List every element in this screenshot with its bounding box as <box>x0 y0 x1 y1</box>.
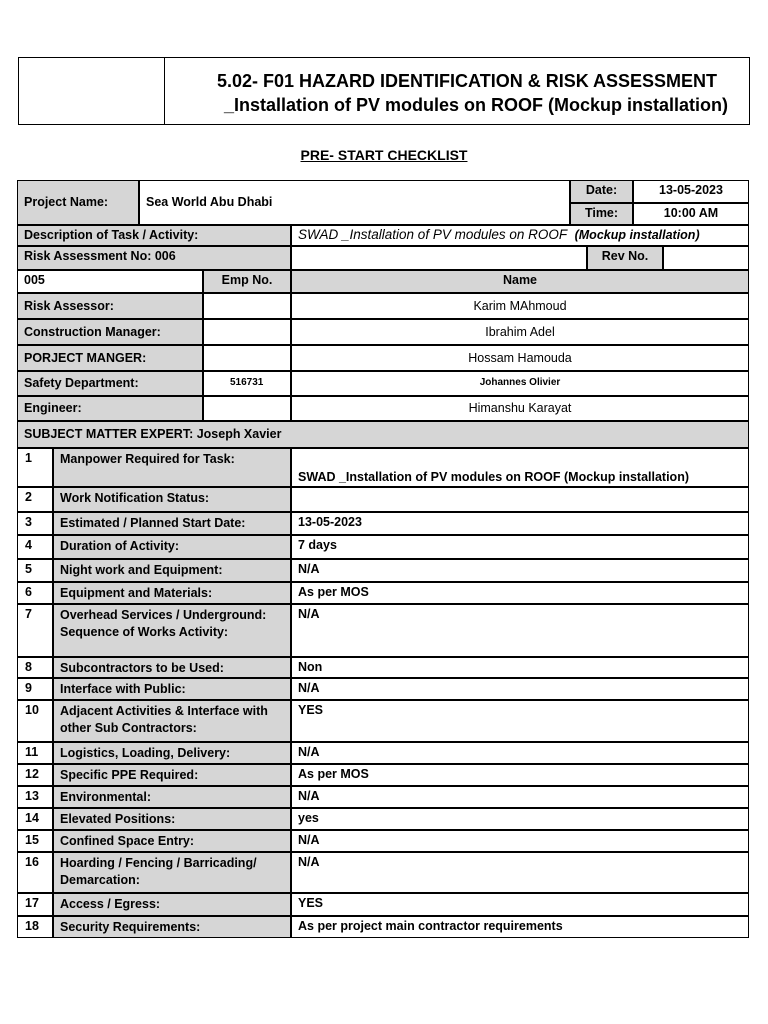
checklist-title: PRE- START CHECKLIST <box>300 147 468 163</box>
personnel-name: Hossam Hamouda <box>291 345 749 371</box>
emp-no-header: Emp No. <box>203 270 291 293</box>
checklist-item-label: Adjacent Activities & Interface with other Sub Contractors: <box>53 700 291 742</box>
checklist-item-label: Subcontractors to be Used: <box>53 657 291 678</box>
checklist-item-label: Work Notification Status: <box>53 487 291 512</box>
checklist-item-value: YES <box>291 893 749 916</box>
checklist-item-number: 4 <box>17 535 53 559</box>
personnel-emp-no: 516731 <box>203 371 291 396</box>
checklist-item-label: Security Requirements: <box>53 916 291 938</box>
task-description-suffix: (Mockup installation) <box>574 228 700 242</box>
personnel-name: Johannes Olivier <box>291 371 749 396</box>
checklist-item-label: Estimated / Planned Start Date: <box>53 512 291 535</box>
checklist-item-value: N/A <box>291 830 749 852</box>
form-header <box>18 57 750 125</box>
checklist-item-value: As per MOS <box>291 582 749 604</box>
checklist-item-number: 6 <box>17 582 53 604</box>
checklist-item-number: 1 <box>17 448 53 487</box>
personnel-role: PORJECT MANGER: <box>17 345 203 371</box>
task-description-value <box>291 225 749 246</box>
checklist-item-number: 17 <box>17 893 53 916</box>
task-description-label: Description of Task / Activity: <box>17 225 291 246</box>
checklist-item-number: 3 <box>17 512 53 535</box>
time-label: Time: <box>570 203 633 225</box>
personnel-header-number: 005 <box>17 270 203 293</box>
checklist-item-value: 13-05-2023 <box>291 512 749 535</box>
checklist-item-number: 10 <box>17 700 53 742</box>
checklist-item-value: Non <box>291 657 749 678</box>
task-description-main: SWAD _Installation of PV modules on ROOF <box>298 227 568 242</box>
checklist-item-value: N/A <box>291 852 749 893</box>
personnel-role: Construction Manager: <box>17 319 203 345</box>
checklist-item-label: Elevated Positions: <box>53 808 291 830</box>
checklist-item-label: Access / Egress: <box>53 893 291 916</box>
time-value: 10:00 AM <box>633 203 749 225</box>
checklist-item-value: N/A <box>291 742 749 764</box>
checklist-item-number: 12 <box>17 764 53 786</box>
checklist-item-label: Logistics, Loading, Delivery: <box>53 742 291 764</box>
checklist-item-value: 7 days <box>291 535 749 559</box>
checklist-item-label: Overhead Services / Underground: Sequence of Works Activity: <box>53 604 291 657</box>
checklist-item-label: Equipment and Materials: <box>53 582 291 604</box>
personnel-emp-no <box>203 293 291 319</box>
name-header: Name <box>291 270 749 293</box>
personnel-name: Ibrahim Adel <box>291 319 749 345</box>
project-name-label: Project Name: <box>17 180 139 225</box>
checklist-item-number: 2 <box>17 487 53 512</box>
logo-box <box>19 58 165 124</box>
checklist-item-value: N/A <box>291 604 749 657</box>
date-label: Date: <box>570 180 633 203</box>
checklist-item-label: Specific PPE Required: <box>53 764 291 786</box>
personnel-emp-no <box>203 319 291 345</box>
checklist-item-label: Confined Space Entry: <box>53 830 291 852</box>
checklist-item-label: Manpower Required for Task: <box>53 448 291 487</box>
personnel-emp-no <box>203 396 291 421</box>
checklist-item-value: As per MOS <box>291 764 749 786</box>
personnel-role: Safety Department: <box>17 371 203 396</box>
checklist-item-number: 15 <box>17 830 53 852</box>
form-title: 5.02- F01 HAZARD IDENTIFICATION & RISK ASSESSMENT <box>217 71 718 91</box>
checklist-item-value: SWAD _Installation of PV modules on ROOF (Mockup installation) <box>291 448 749 487</box>
checklist-item-value: N/A <box>291 559 749 582</box>
checklist-item-number: 13 <box>17 786 53 808</box>
checklist-item-number: 16 <box>17 852 53 893</box>
checklist-item-label: Duration of Activity: <box>53 535 291 559</box>
rev-no-value <box>663 246 749 270</box>
checklist-item-number: 18 <box>17 916 53 938</box>
subject-matter-expert: SUBJECT MATTER EXPERT: Joseph Xavier <box>17 421 749 448</box>
checklist-item-label: Hoarding / Fencing / Barricading/ Demarcation: <box>53 852 291 893</box>
checklist-item-value: YES <box>291 700 749 742</box>
checklist-item-number: 14 <box>17 808 53 830</box>
checklist-item-number: 5 <box>17 559 53 582</box>
checklist-item-label: Interface with Public: <box>53 678 291 700</box>
checklist-item-number: 9 <box>17 678 53 700</box>
checklist-item-number: 7 <box>17 604 53 657</box>
personnel-name: Himanshu Karayat <box>291 396 749 421</box>
checklist-item-value: N/A <box>291 678 749 700</box>
checklist-item-value: yes <box>291 808 749 830</box>
risk-assessment-blank <box>291 246 587 270</box>
personnel-name: Karim MAhmoud <box>291 293 749 319</box>
personnel-emp-no <box>203 345 291 371</box>
checklist-item-value: N/A <box>291 786 749 808</box>
project-name-value: Sea World Abu Dhabi <box>139 180 570 225</box>
checklist-item-number: 11 <box>17 742 53 764</box>
checklist-item-value: As per project main contractor requirements <box>291 916 749 938</box>
date-value: 13-05-2023 <box>633 180 749 203</box>
checklist-item-value <box>291 487 749 512</box>
checklist-item-number: 8 <box>17 657 53 678</box>
checklist-item-label: Night work and Equipment: <box>53 559 291 582</box>
risk-assessment-number: Risk Assessment No: 006 <box>17 246 291 270</box>
form-subtitle: _Installation of PV modules on ROOF (Mockup installation) <box>224 95 729 115</box>
personnel-role: Engineer: <box>17 396 203 421</box>
checklist-item-label: Environmental: <box>53 786 291 808</box>
rev-no-label: Rev No. <box>587 246 663 270</box>
personnel-role: Risk Assessor: <box>17 293 203 319</box>
